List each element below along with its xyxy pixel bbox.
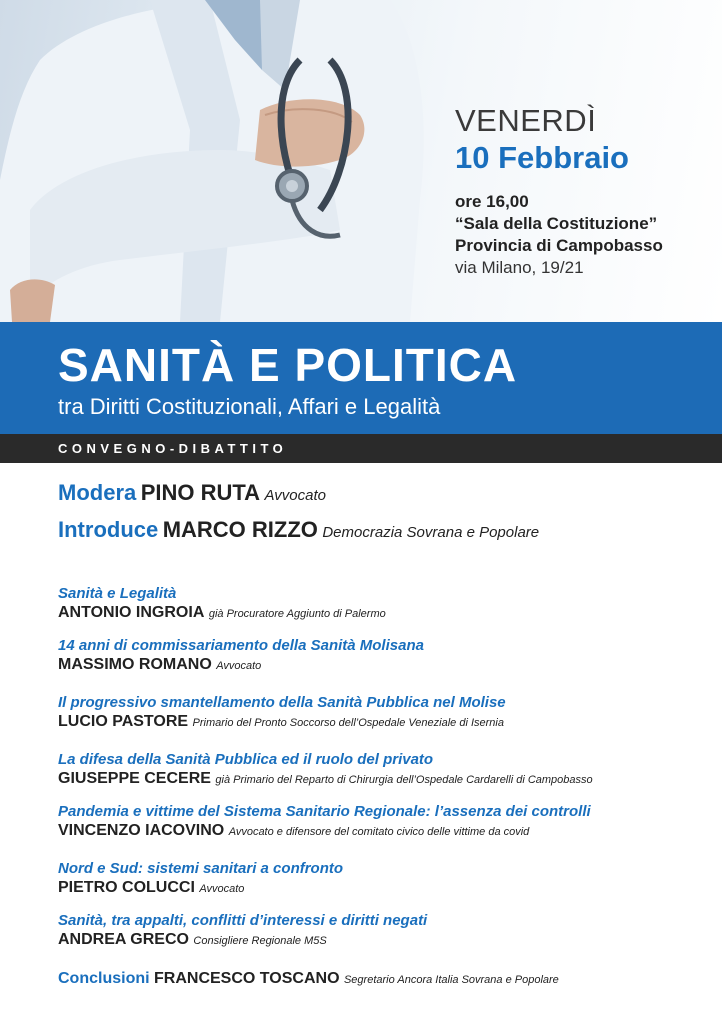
conclusions-line	[58, 970, 559, 988]
speaker-name: ANDREA GRECO	[58, 931, 189, 948]
event-venue: “Sala della Costituzione”	[455, 214, 658, 233]
conclusions-role: Conclusioni	[58, 970, 150, 987]
introducer-line	[58, 517, 539, 543]
speaker-desc: Avvocato	[199, 883, 245, 895]
talk-item	[58, 693, 506, 733]
event-info	[455, 103, 663, 279]
talk-item	[58, 750, 593, 790]
moderator-line	[58, 480, 326, 506]
conclusions-name: FRANCESCO TOSCANO	[154, 970, 340, 987]
talk-title: Sanità e Legalità	[58, 585, 177, 602]
introducer-desc: Democrazia Sovrana e Popolare	[322, 524, 540, 541]
speaker-name: VINCENZO IACOVINO	[58, 822, 225, 839]
speaker-name: MASSIMO ROMANO	[58, 656, 212, 673]
talk-item	[58, 636, 424, 676]
speaker-name: LUCIO PASTORE	[58, 713, 189, 730]
talk-item	[58, 859, 343, 899]
event-date: 10 Febbraio	[455, 140, 629, 175]
talk-title: Pandemia e vittime del Sistema Sanitario Regionale: l’assenza dei controlli	[58, 803, 591, 820]
talk-title: Nord e Sud: sistemi sanitari a confronto	[58, 860, 344, 877]
speaker-desc: Avvocato	[216, 660, 262, 672]
page-subtitle: tra Diritti Costituzionali, Affari e Legalità	[58, 394, 441, 419]
speaker-name: GIUSEPPE CECERE	[58, 770, 211, 787]
conclusions-desc: Segretario Ancora Italia Sovrana e Popolare	[343, 974, 559, 986]
moderator-name: PINO RUTA	[140, 480, 261, 505]
event-address: via Milano, 19/21	[455, 258, 584, 277]
moderator-role: Modera	[58, 480, 137, 505]
moderator-desc: Avvocato	[264, 487, 326, 504]
speaker-desc: Primario del Pronto Soccorso dell’Ospedale Veneziale di Isernia	[192, 717, 504, 729]
talk-item	[58, 911, 427, 951]
page-title: SANITÀ E POLITICA	[58, 339, 518, 391]
speaker-name: ANTONIO INGROIA	[58, 604, 205, 621]
event-time: ore 16,00	[455, 192, 529, 211]
event-place: Provincia di Campobasso	[455, 236, 663, 255]
talk-title: La difesa della Sanità Pubblica ed il ruolo del privato	[58, 751, 434, 768]
speaker-name: PIETRO COLUCCI	[58, 879, 195, 896]
introducer-name: MARCO RIZZO	[162, 517, 318, 542]
talk-item	[58, 802, 591, 842]
hero-image	[0, 0, 722, 322]
speaker-desc: già Procuratore Aggiunto di Palermo	[208, 608, 386, 620]
speaker-desc: Avvocato e difensore del comitato civico delle vittime da covid	[228, 826, 530, 838]
talk-item	[58, 584, 386, 624]
introducer-role: Introduce	[58, 517, 159, 542]
event-day: VENERDÌ	[455, 103, 597, 138]
speaker-desc: Consigliere Regionale M5S	[193, 935, 327, 947]
talk-title: Il progressivo smantellamento della Sanità Pubblica nel Molise	[58, 694, 506, 711]
talk-title: Sanità, tra appalti, conflitti d’interessi e diritti negati	[58, 912, 428, 929]
speaker-desc: già Primario del Reparto di Chirurgia dell’Ospedale Cardarelli di Campobasso	[215, 774, 593, 786]
event-type: CONVEGNO-DIBATTITO	[58, 441, 288, 456]
talk-title: 14 anni di commissariamento della Sanità Molisana	[58, 637, 424, 654]
